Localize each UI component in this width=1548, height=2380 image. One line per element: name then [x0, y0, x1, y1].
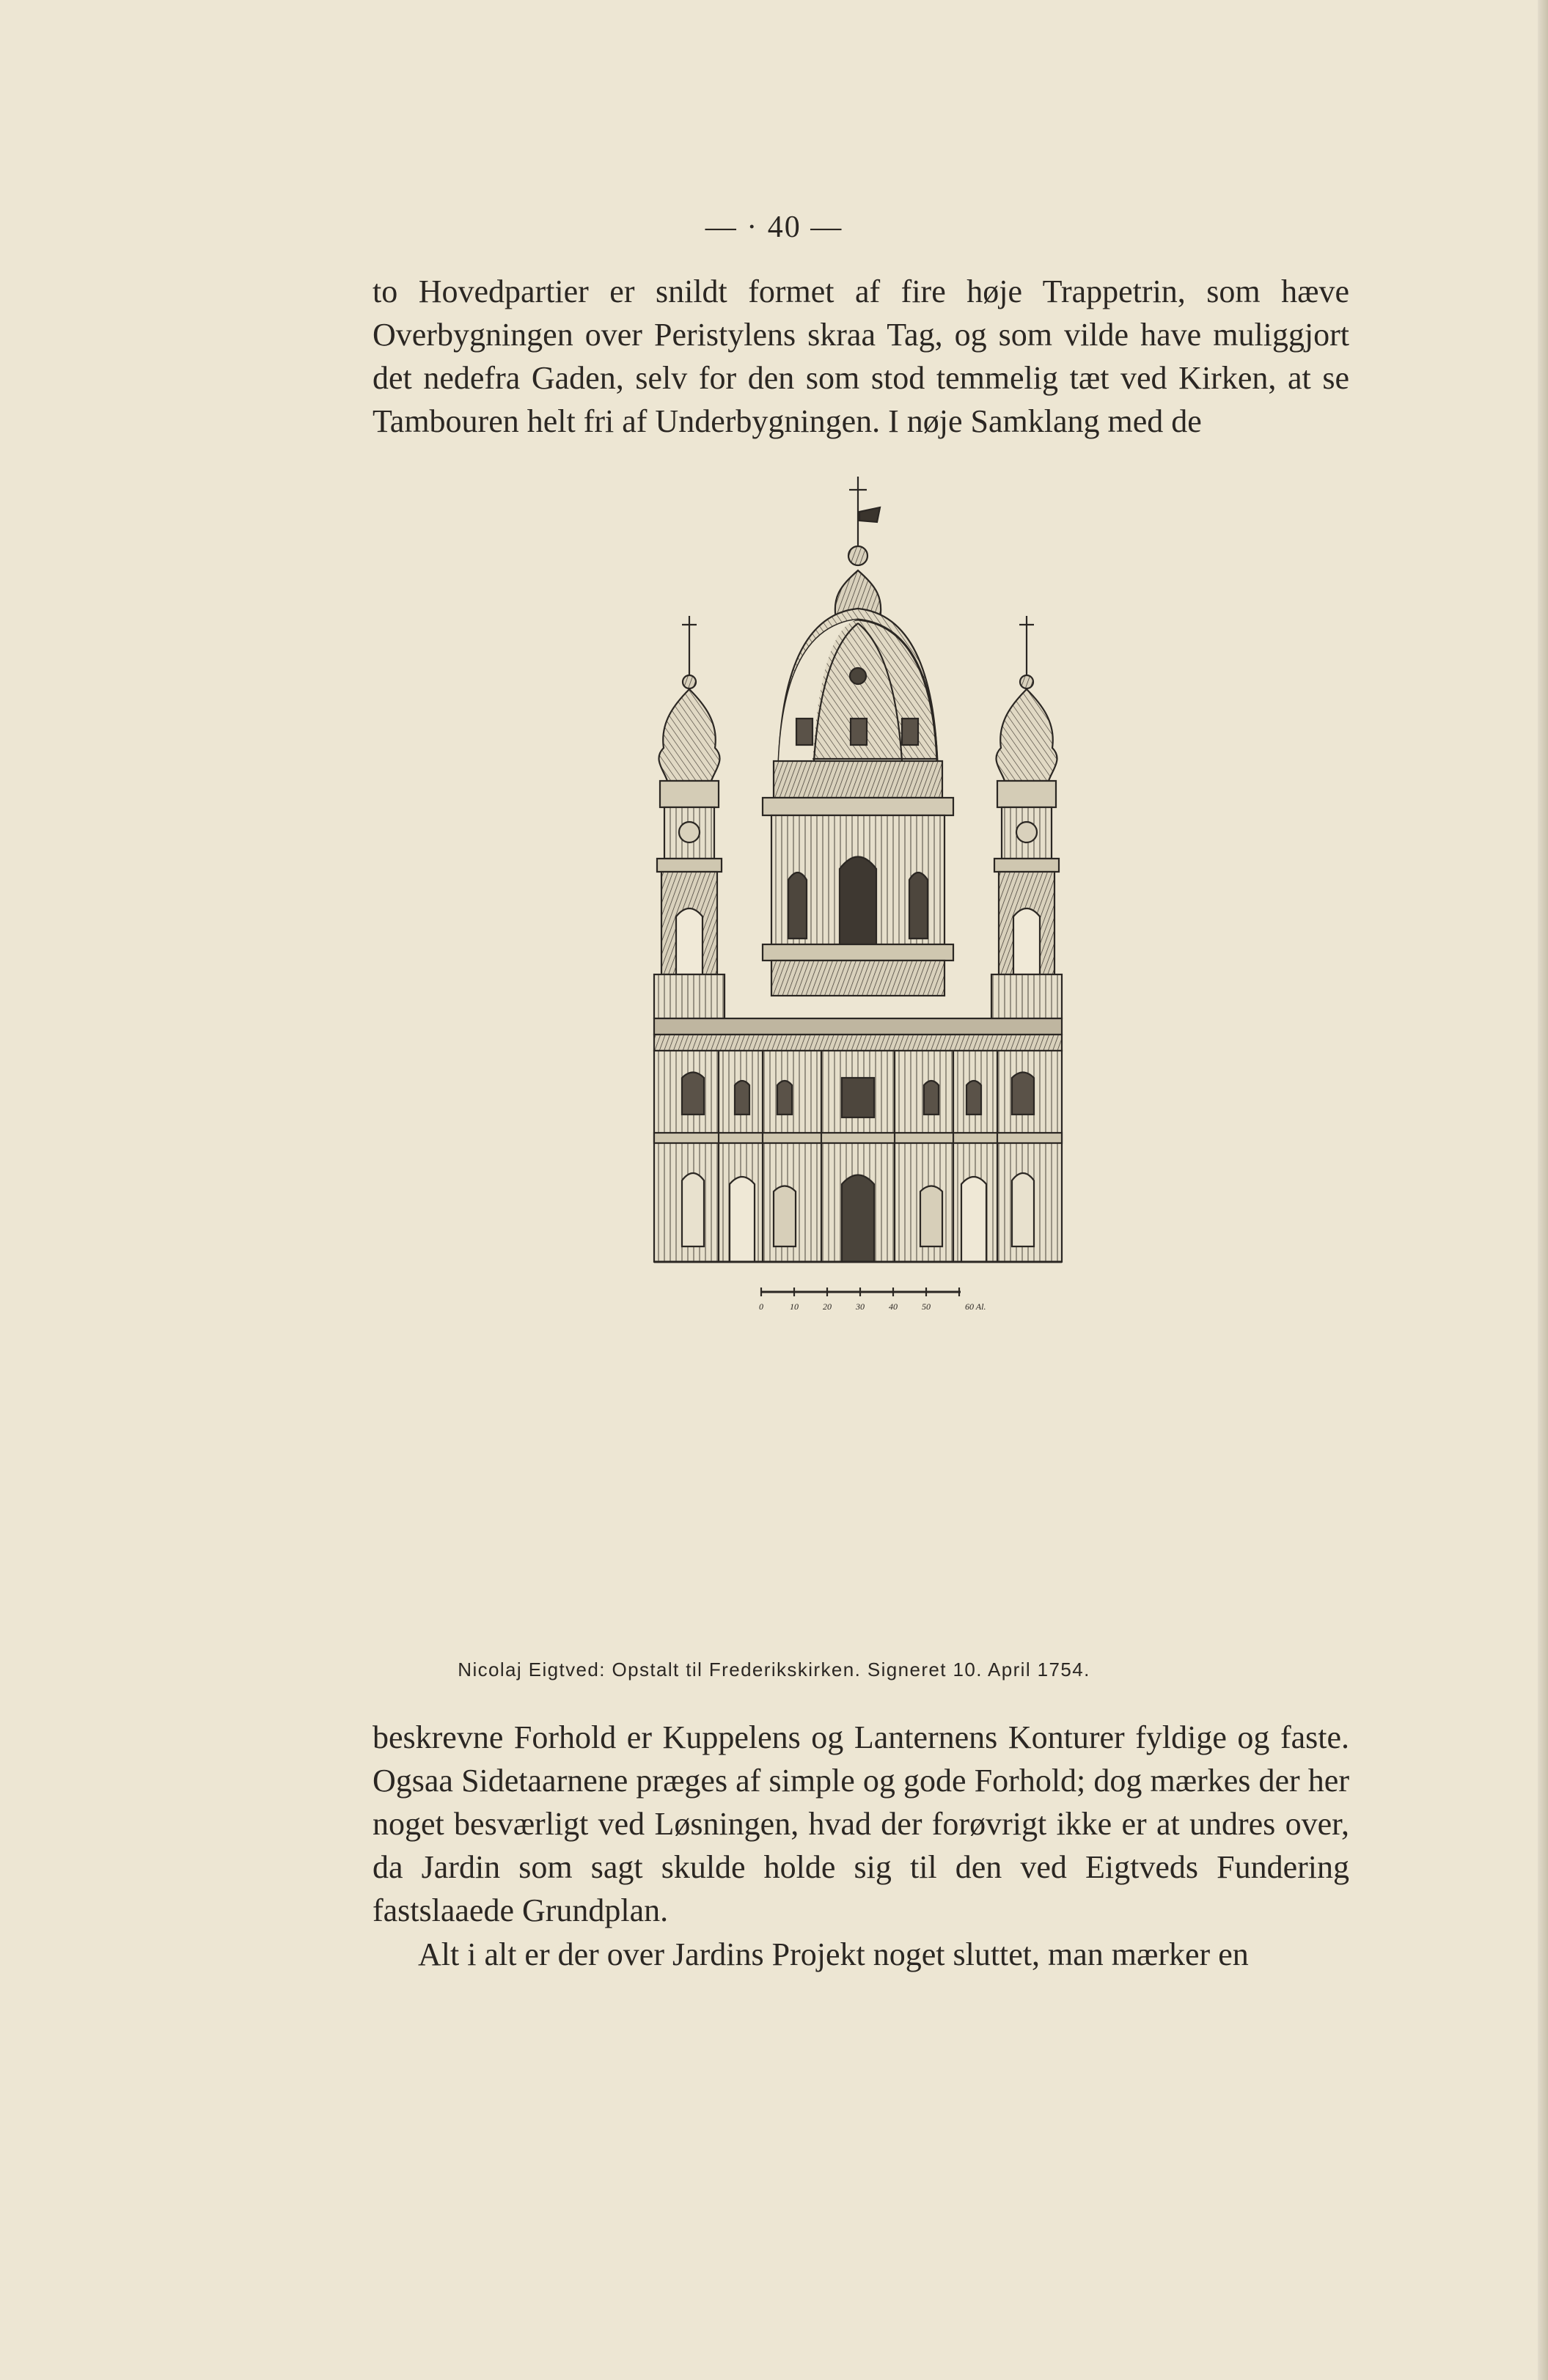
scale-label-20: 20	[823, 1301, 832, 1312]
scale-label-10: 10	[790, 1301, 799, 1312]
lower-facade	[654, 1018, 1062, 1262]
paragraph-top: to Hovedpartier er snildt formet af fire høje Trappetrin, som hæve Overbygningen over Peristylens skraa Tag, og som vilde have muliggjort det nedefra Gaden, selv for den som stod temmelig tæt ved Kirken, at se Tambouren helt fri af Underbygningen. I nøje Samklang med de	[373, 273, 1349, 439]
page-edge	[1538, 0, 1548, 2380]
scale-bar	[761, 1288, 961, 1296]
paragraph-last: Alt i alt er der over Jardins Projekt noget sluttet, man mærker en	[418, 1936, 1249, 1972]
scale-label-60: 60 Al.	[965, 1301, 986, 1312]
central-dome	[763, 477, 953, 996]
scale-label-50: 50	[922, 1301, 931, 1312]
scale-label-40: 40	[889, 1301, 898, 1312]
left-tower	[654, 616, 725, 1018]
page-number: — · 40 —	[705, 210, 843, 244]
church-elevation-engraving	[440, 469, 1283, 1657]
scale-label-0: 0	[759, 1301, 763, 1312]
scale-label-30: 30	[856, 1301, 865, 1312]
paragraph-bottom: beskrevne Forhold er Kuppelens og Lanternens Konturer fyldige og faste. Ogsaa Sidetaarnene præges af simple og gode Forhold; dog mærkes der her noget besværligt ved Løsningen, hvad der forøvrigt ikke er at undres over, da Jardin som sagt skulde holde sig til den ved Eigtveds Fundering fastslaaede Grundplan.	[373, 1719, 1349, 1928]
figure-caption: Nicolaj Eigtved: Opstalt til Frederikskirken. Signeret 10. April 1754.	[458, 1659, 1090, 1681]
right-tower	[991, 616, 1062, 1018]
